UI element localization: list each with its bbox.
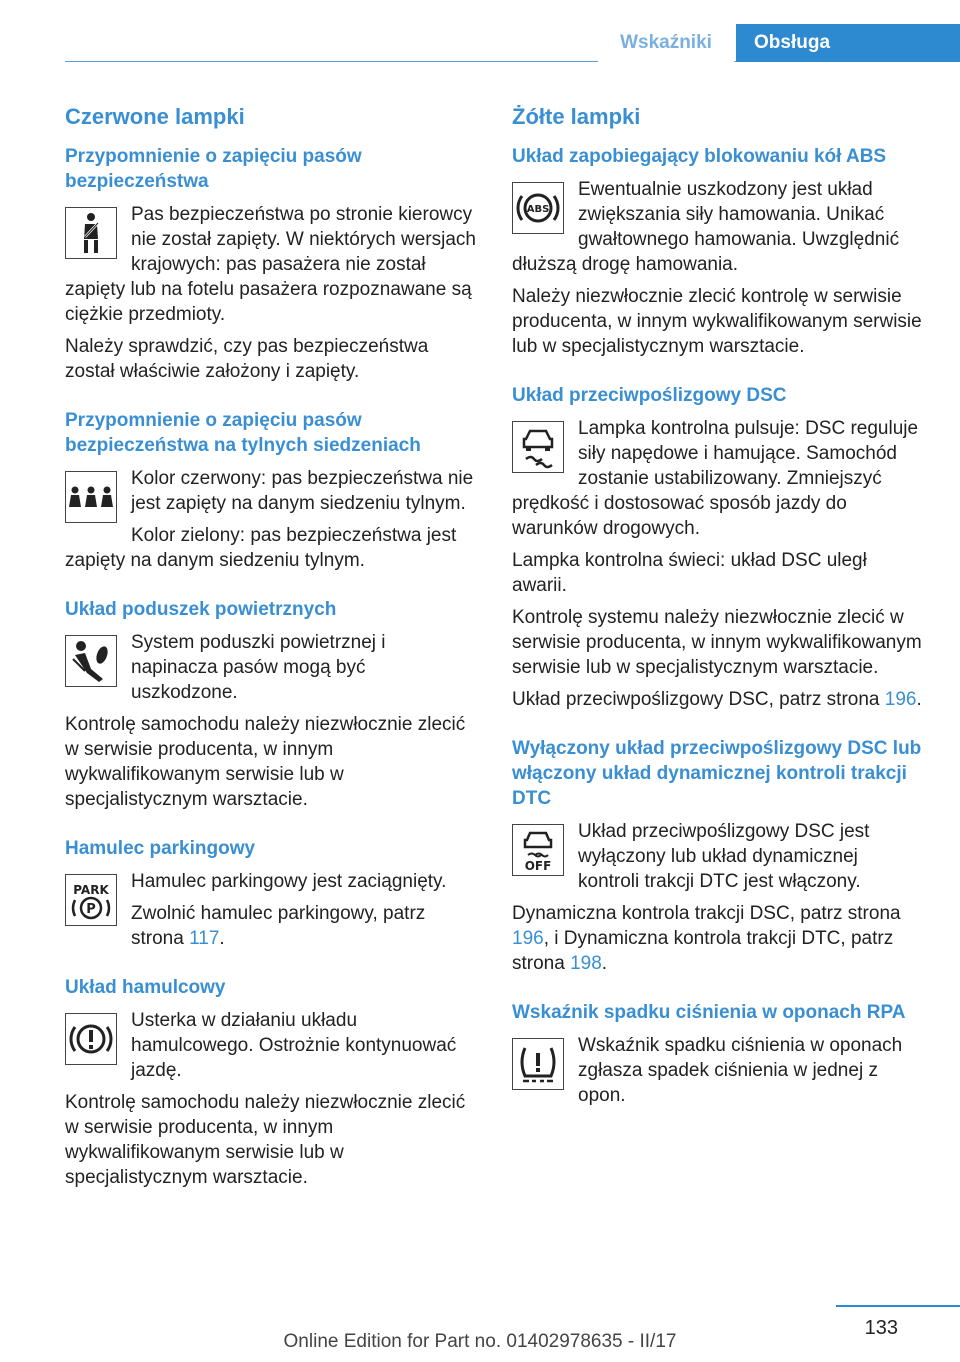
brake-system-section	[65, 975, 477, 1190]
tire-pressure-icon	[512, 1038, 564, 1090]
dsc-off-ref-suffix: .	[601, 953, 608, 974]
dsc-text-4	[512, 687, 924, 712]
rear-seatbelt-text-1: Kolor czerwony: pas bezpieczeństwa nie jest zapięty na danym siedzeniu tylnym.	[131, 468, 474, 514]
rpa-text-1: Wskaźnik spadku ciśnienia w oponach zgłasza spadek ciśnienia w jednej z opon.	[578, 1035, 903, 1106]
seatbelt-icon	[65, 207, 117, 259]
abs-heading: Układ zapobiegający blokowaniu kół ABS	[512, 146, 887, 167]
brake-system-text-1: Usterka w działaniu układu hamulcowego. Ostrożnie kontynuować jazdę.	[131, 1010, 457, 1081]
dsc-icon	[512, 421, 564, 473]
abs-icon	[512, 182, 564, 234]
dsc-text-1: Lampka kontrolna pulsuje: DSC reguluje siły napędowe i hamujące. Samochód zostanie ustabilizowany. Zmniejszyć prędkość i dostosować sposób jazdy do warunków drogowych.	[512, 418, 919, 539]
dsc-text-2: Lampka kontrolna świeci: układ DSC uległ awarii.	[512, 550, 867, 596]
abs-label: ABS	[526, 204, 550, 215]
park-brake-icon	[65, 874, 117, 926]
dsc-off-ref-mid: , i Dynamiczna kontrola trakcji DTC, patrz strona	[512, 928, 894, 974]
section-title-yellow: Żółte lampki	[512, 104, 641, 129]
abs-text-1: Ewentualnie uszkodzony jest układ zwiększania siły hamowania. Unikać gwałtownego hamowania. Uwzględnić dłuższą drogę hamowania.	[512, 179, 900, 275]
footer-rule	[836, 1305, 960, 1307]
rear-seatbelt-icon	[65, 471, 117, 523]
parking-brake-text-2	[65, 901, 477, 951]
svg-text:P: P	[86, 902, 96, 917]
page-link-196[interactable]: 196	[884, 689, 917, 710]
dsc-off-text-1: Układ przeciwpoślizgowy DSC jest wyłączony lub układ dynamicznej kontroli trakcji DTC jest włączony.	[578, 821, 870, 892]
airbag-icon	[65, 635, 117, 687]
dsc-text-3: Kontrolę systemu należy niezwłocznie zlecić w serwisie producenta, w innym wykwalifikowanym serwisie lub w specjalistycznym warsztacie.	[512, 607, 922, 678]
rear-seatbelt-heading: Przypomnienie o zapięciu pasów bezpieczeństwa na tylnych siedzeniach	[65, 410, 421, 456]
brake-system-heading: Układ hamulcowy	[65, 977, 226, 998]
left-column	[65, 104, 477, 1214]
seatbelt-section	[65, 144, 477, 384]
dsc-off-heading: Wyłączony układ przeciwpoślizgowy DSC lub włączony układ dynamicznej kontroli trakcji DTC	[512, 738, 922, 809]
abs-text-2: Należy niezwłocznie zlecić kontrolę w serwisie producenta, w innym wykwalifikowanym serwisie lub w specjalistycznym warsztacie.	[512, 286, 922, 357]
tab-wskazniki[interactable]: Wskaźniki	[598, 24, 734, 62]
seatbelt-heading: Przypomnienie o zapięciu pasów bezpieczeństwa	[65, 146, 362, 192]
dsc-ref-prefix: Układ przeciwpoślizgowy DSC, patrz strona	[512, 689, 885, 710]
page-link-196b[interactable]: 196	[512, 928, 544, 949]
dsc-ref-suffix: .	[916, 689, 922, 710]
dsc-heading: Układ przeciwpoślizgowy DSC	[512, 385, 787, 406]
seatbelt-text-2: Należy sprawdzić, czy pas bezpieczeństwa został właściwie założony i zapięty.	[65, 336, 429, 382]
brake-system-text-2: Kontrolę samochodu należy niezwłocznie zlecić w serwisie producenta, w innym wykwalifikowanym serwisie lub w specjalistycznym warsztacie.	[65, 1092, 466, 1188]
parking-brake-heading: Hamulec parkingowy	[65, 838, 256, 859]
park-label: PARK	[73, 883, 109, 897]
parking-brake-ref-prefix: Zwolnić hamulec parkingowy, patrz strona	[131, 903, 426, 949]
dsc-off-text-2	[512, 901, 924, 976]
parking-brake-ref-suffix: .	[219, 928, 225, 949]
page-link-198[interactable]: 198	[570, 953, 602, 974]
section-title-red: Czerwone lampki	[65, 104, 245, 129]
airbag-heading: Układ poduszek powietrznych	[65, 599, 337, 620]
page-link-117[interactable]: 117	[189, 928, 220, 949]
dsc-section	[512, 383, 924, 712]
airbag-text-1: System poduszki powietrznej i napinacza pasów mogą być uszkodzone.	[131, 632, 386, 703]
seatbelt-text-1: Pas bezpieczeństwa po stronie kierowcy nie został zapięty. W niektórych wersjach krajowych: pas pasażera nie został zapięty lub na fotelu pasażera rozpoznawane są ciężkie przedmioty.	[65, 204, 476, 325]
right-column	[512, 104, 924, 1132]
tab-obsluga[interactable]: Obsługa	[736, 24, 960, 62]
off-label: OFF	[524, 859, 552, 872]
page-number: 133	[864, 1317, 898, 1339]
parking-brake-section	[65, 836, 477, 951]
dsc-off-ref-prefix: Dynamiczna kontrola trakcji DSC, patrz strona	[512, 903, 901, 924]
edition-footer: Online Edition for Part no. 01402978635 - II/17	[283, 1331, 677, 1352]
airbag-section	[65, 597, 477, 812]
abs-section	[512, 144, 924, 359]
rpa-heading: Wskaźnik spadku ciśnienia w oponach RPA	[512, 1002, 906, 1023]
dsc-off-icon	[512, 824, 564, 876]
rear-seatbelt-section	[65, 408, 477, 573]
rear-seatbelt-text-2: Kolor zielony: pas bezpieczeństwa jest zapięty na danym siedzeniu tylnym.	[65, 525, 457, 571]
parking-brake-text-1: Hamulec parkingowy jest zaciągnięty.	[131, 871, 447, 892]
brake-warning-icon	[65, 1013, 117, 1065]
rpa-section	[512, 1000, 924, 1108]
airbag-text-2: Kontrolę samochodu należy niezwłocznie zlecić w serwisie producenta, w innym wykwalifikowanym serwisie lub w specjalistycznym warsztacie.	[65, 714, 466, 810]
dsc-off-section	[512, 736, 924, 976]
